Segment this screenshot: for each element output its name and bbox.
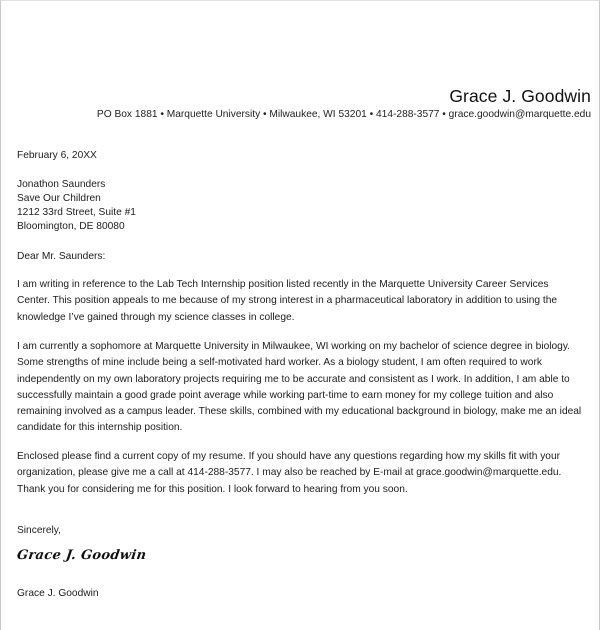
- paragraph-line: Thank you for considering me for this position. I look forward to hearing from you soon.: [17, 483, 408, 495]
- recipient-city: Bloomington, DE 80080: [17, 221, 125, 232]
- paragraph-line: Center. This position appeals to me because of my strong interest in a pharmaceutical laboratory in addition to using the: [17, 295, 558, 307]
- sender-contact-line: PO Box 1881 • Marquette University • Milwaukee, WI 53201 • 414-288-3577 • grace.goodwin@marquette.edu: [96, 109, 591, 120]
- recipient-name: Jonathon Saunders: [17, 179, 106, 190]
- paragraph-line: I am writing in reference to the Lab Tech Internship position listed recently in the Marquette University Career Services: [17, 279, 549, 290]
- handwritten-signature: Grace J. Goodwin: [15, 548, 148, 563]
- salutation: Dear Mr. Saunders:: [17, 251, 106, 262]
- paragraph-line: successfully maintain a good grade point average while working part-time to earn money for my college tuition and also: [17, 389, 554, 401]
- letter-date: February 6, 20XX: [17, 150, 97, 161]
- body-paragraph-3: [17, 449, 595, 498]
- body-paragraph-1: [17, 277, 595, 326]
- body-paragraph-2: [17, 339, 595, 437]
- paragraph-line: Enclosed please find a current copy of my resume. If you should have any questions regarding how my skills fit with your: [17, 451, 561, 462]
- paragraph-line: I am currently a sophomore at Marquette University in Milwaukee, WI working on my bachelor of science degree in biology.: [17, 341, 571, 352]
- sender-name: Grace J. Goodwin: [449, 86, 591, 106]
- closing: Sincerely,: [17, 525, 61, 536]
- paragraph-line: independently on my own laboratory projects requiring me to be accurate and consistent as I work. In addition, I am able to: [17, 373, 570, 385]
- paragraph-line: Some strengths of mine include being a self-motivated hard worker. As a biology student, I am often required to work: [17, 357, 542, 369]
- paragraph-line: organization, please give me a call at 414-288-3577. I may also be reached by E-mail at grace.goodwin@marquette.edu.: [17, 467, 562, 479]
- recipient-organization: Save Our Children: [17, 193, 101, 204]
- recipient-street: 1212 33rd Street, Suite #1: [17, 207, 136, 218]
- paragraph-line: knowledge I’ve gained through my science classes in college.: [17, 311, 295, 323]
- paragraph-line: remaining involved as a campus leader. These skills, combined with my educational background in biology, make me an ideal: [17, 406, 582, 418]
- paragraph-line: candidate for this internship position.: [17, 422, 183, 434]
- signer-name: Grace J. Goodwin: [17, 588, 99, 599]
